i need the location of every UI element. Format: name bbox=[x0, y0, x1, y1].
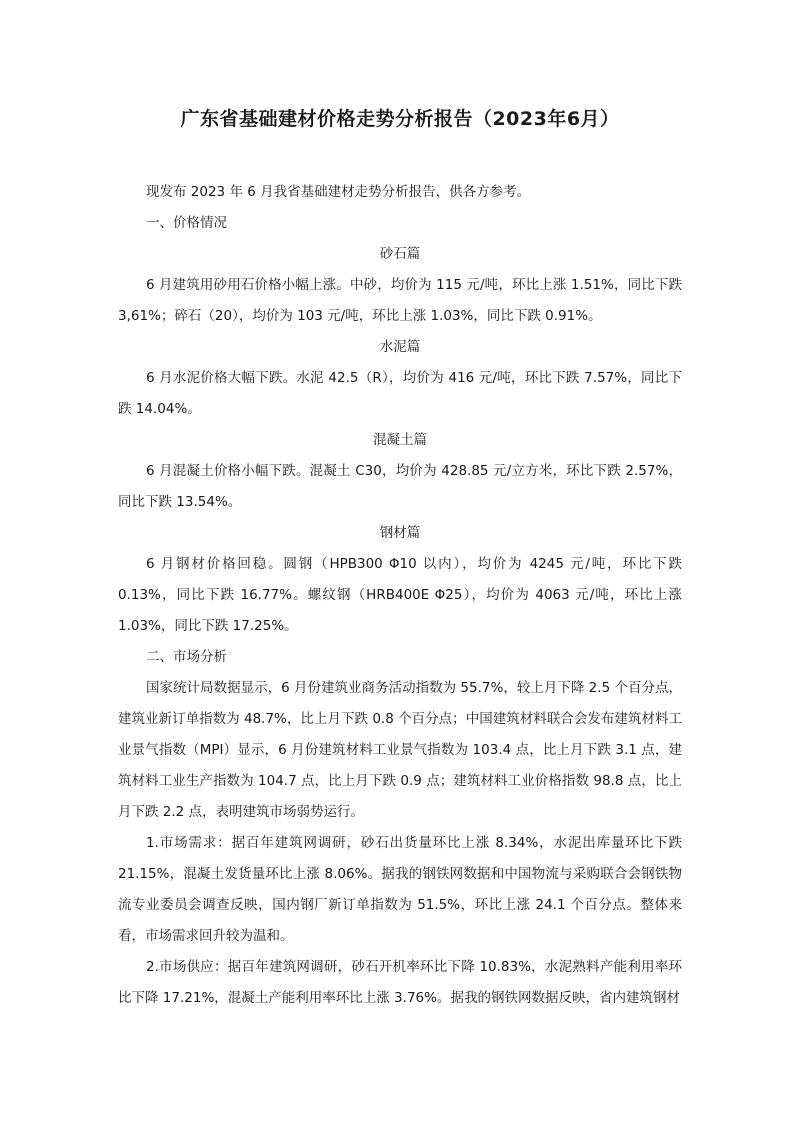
cement-heading: 水泥篇 bbox=[379, 339, 421, 355]
market-supply-paragraph: 2.市场供应：据百年建筑网调研，砂石开机率环比下降 10.83%，水泥熟料产能利用率环比下降 17.21%，混凝土产能利用率环比上涨 3.76%。据我的钢铁网数据反映，省内建筑钢材 bbox=[118, 959, 682, 1006]
document-title: 广东省基础建材价格走势分析报告（2023年6月） bbox=[180, 108, 620, 130]
concrete-heading: 混凝土篇 bbox=[373, 432, 427, 448]
steel-paragraph: 6 月钢材价格回稳。圆钢（HPB300 Φ10 以内），均价为 4245 元/吨，环比下跌 0.13%，同比下跌 16.77%。螺纹钢（HRB400E Φ25），均价为 4063 元/吨，环比上涨 1.03%，同比下跌 17.25%。 bbox=[118, 556, 682, 634]
sand-heading: 砂石篇 bbox=[379, 246, 421, 262]
section-1-heading: 一、价格情况 bbox=[146, 215, 227, 231]
cement-paragraph: 6 月水泥价格大幅下跌。水泥 42.5（R），均价为 416 元/吨，环比下跌 7.57%，同比下跌 14.04%。 bbox=[118, 370, 682, 417]
steel-heading: 钢材篇 bbox=[379, 525, 421, 541]
market-demand-paragraph: 1.市场需求：据百年建筑网调研，砂石出货量环比上涨 8.34%，水泥出库量环比下跌 21.15%，混凝土发货量环比上涨 8.06%。据我的钢铁网数据和中国物流与采购联合会钢铁物流专业委员会调查反映，国内钢厂新订单指数为 51.5%，环比上涨 24.1 个百分点。整体来看，市场需求回升较为温和。 bbox=[118, 835, 682, 944]
section-2-heading: 二、市场分析 bbox=[146, 649, 227, 665]
intro-paragraph: 现发布 2023 年 6 月我省基础建材走势分析报告，供各方参考。 bbox=[146, 184, 531, 200]
concrete-paragraph: 6 月混凝土价格小幅下跌。混凝土 C30，均价为 428.85 元/立方米，环比下跌 2.57%，同比下跌 13.54%。 bbox=[118, 463, 682, 510]
market-analysis-paragraph: 国家统计局数据显示，6 月份建筑业商务活动指数为 55.7%，较上月下降 2.5 个百分点，建筑业新订单指数为 48.7%，比上月下跌 0.8 个百分点；中国建筑材料联合会发布建筑材料工业景气指数（MPI）显示，6 月份建筑材料工业景气指数为 103.4 点，比上月下跌 3.1 点，建筑材料工业生产指数为 104.7 点，比上月下跌 0.9 点；建筑材料工业价格指数 98.8 点，比上月下跌 2.2 点，表明建筑市场弱势运行。 bbox=[118, 680, 682, 820]
sand-paragraph: 6 月建筑用砂用石价格小幅上涨。中砂，均价为 115 元/吨，环比上涨 1.51%，同比下跌 3,61%；碎石（20），均价为 103 元/吨，环比上涨 1.03%，同比下跌 0.91%。 bbox=[118, 277, 682, 324]
